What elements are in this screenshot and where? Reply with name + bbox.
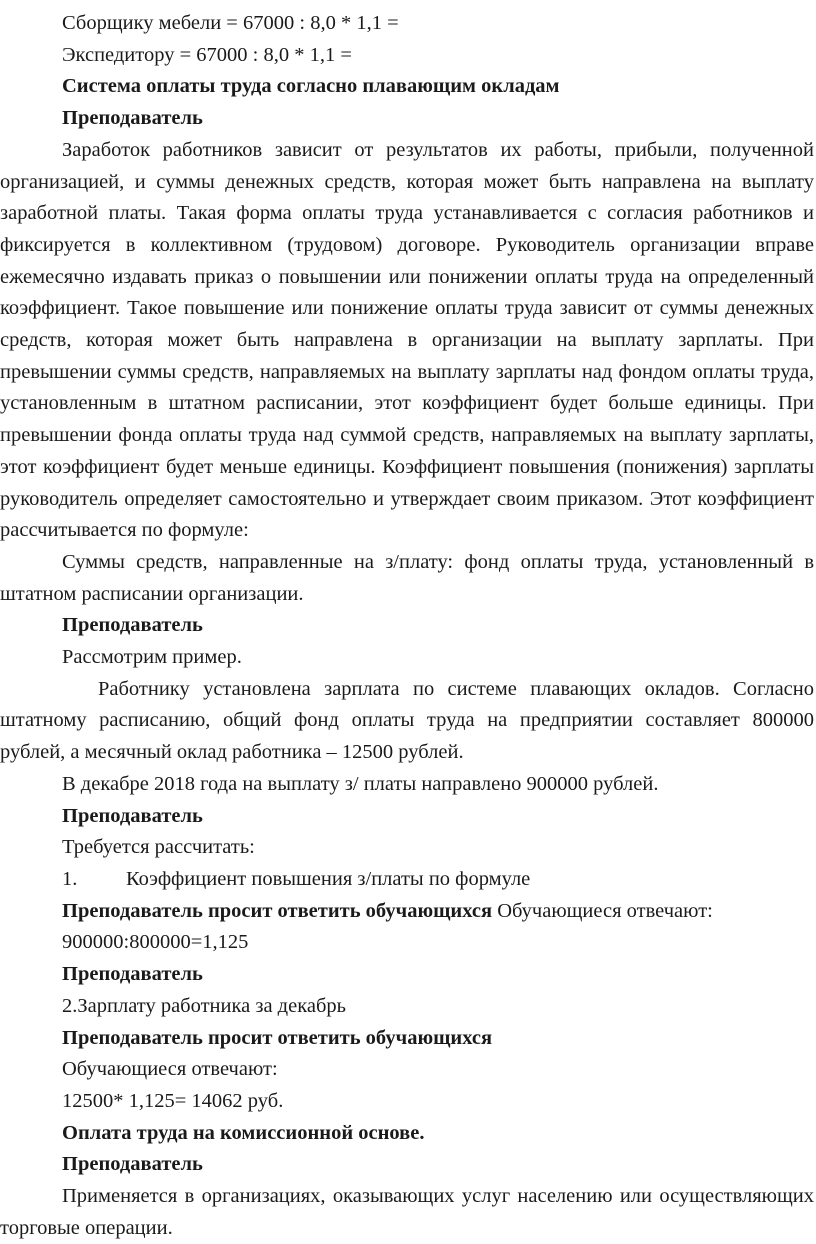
salary-calculation: 12500* 1,125= 14062 руб. — [62, 1089, 284, 1112]
paragraph-formula-description: Суммы средств, направленные на з/плату: фонд оплаты труда, установленный в штатном расписании организации. — [0, 550, 814, 605]
paragraph-commission-description: Применяется в организациях, оказывающих услуг населению или осуществляющих торговые операции. — [0, 1185, 814, 1239]
list-item — [0, 864, 814, 896]
calc-line-forwarder: Экспедитору = 67000 : 8,0 * 1,1 = — [62, 43, 352, 66]
december-payment-line: В декабре 2018 года на выплату з/ платы направлено 900000 рублей. — [62, 772, 659, 795]
teacher-label: Преподаватель — [62, 1153, 203, 1176]
task-intro: Требуется рассчитать: — [62, 836, 255, 859]
teacher-question: Преподаватель просит ответить обучающихся — [62, 1026, 493, 1049]
calc-line-assembler: Сборщику мебели = 67000 : 8,0 * 1,1 = — [62, 12, 399, 34]
paragraph-floating-salary-description: Заработок работников зависит от результатов их работы, прибыли, полученной организацией, и суммы денежных средств, которая может быть направлена на выплату заработной платы. Такая форма оплаты труда устанавливается с согласия работников и фиксируется в коллективном (трудовом) договоре. Руководитель организации вправе ежемесячно издавать приказ о повышении или понижении оплаты труда на определенный коэффициент. Такое повышение или понижение оплаты труда зависит от суммы денежных средств, которая может быть направлена в организации на выплату зарплаты. При превышении суммы средств, направляемых на выплату зарплаты над фондом оплаты труда, установленным в штатном расписании, этот коэффициент будет больше единицы. При превышении фонда оплаты труда над суммой средств, направляемых на выплату зарплаты, этот коэффициент будет меньше единицы. Коэффициент повышения (понижения) зарплаты руководитель определяет самостоятельно и утверждает своим приказом. Этот коэффициент рассчитывается по формуле: — [0, 138, 814, 542]
teacher-question: Преподаватель просит ответить обучающихся — [62, 899, 493, 922]
students-answer-label: Обучающиеся отвечают: — [492, 899, 713, 922]
example-intro: Рассмотрим пример. — [62, 646, 242, 669]
teacher-question-line — [0, 896, 814, 928]
teacher-label: Преподаватель — [62, 614, 203, 637]
teacher-label: Преподаватель — [62, 963, 203, 986]
task-item-2: 2.Зарплату работника за декабрь — [62, 994, 346, 1017]
students-answer-label: Обучающиеся отвечают: — [62, 1058, 278, 1081]
list-item-number: 1. — [62, 867, 78, 890]
teacher-label: Преподаватель — [62, 107, 203, 130]
coefficient-calculation: 900000:800000=1,125 — [62, 931, 249, 954]
section-heading-floating-salary: Система оплаты труда согласно плавающим окладам — [62, 75, 560, 98]
paragraph-example: Работнику установлена зарплата по системе плавающих окладов. Согласно штатному расписанию, общий фонд оплаты труда на предприятии составляет 800000 рублей, а месячный оклад работника – 12500 рублей. — [0, 677, 814, 764]
teacher-label: Преподаватель — [62, 804, 203, 827]
section-heading-commission: Оплата труда на комиссионной основе. — [62, 1121, 425, 1144]
list-item-text: Коэффициент повышения з/платы по формуле — [126, 867, 531, 890]
